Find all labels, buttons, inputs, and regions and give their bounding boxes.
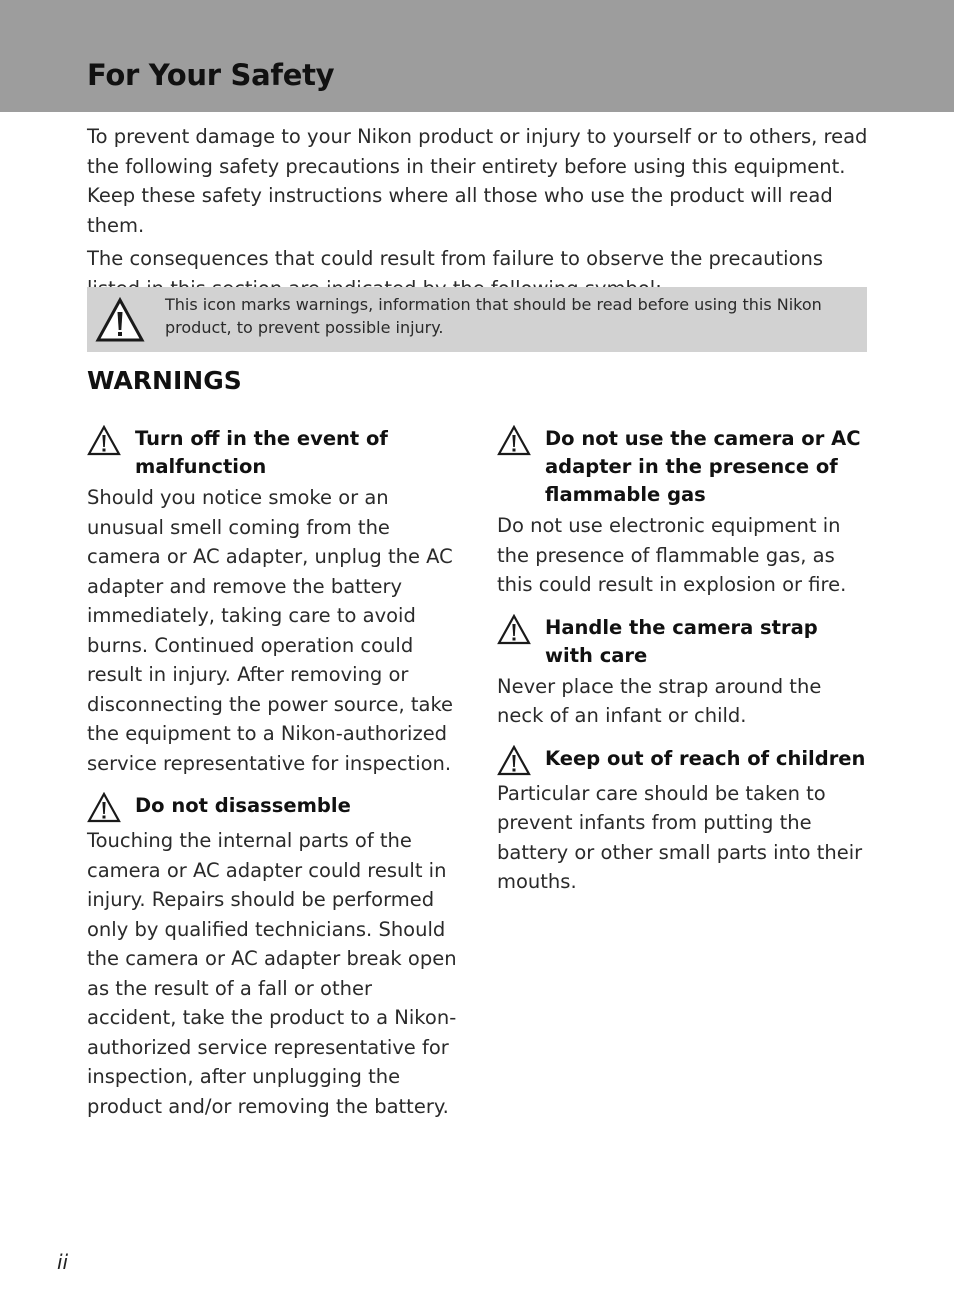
intro-text	[87, 122, 877, 307]
warning-item	[87, 792, 462, 1121]
warning-title: Keep out of reach of children	[545, 746, 866, 770]
intro-paragraph-2: The consequences that could result from failure to observe the precautions	[87, 247, 824, 270]
warning-heading	[87, 792, 462, 824]
section-heading-warnings: WARNINGS	[87, 366, 242, 395]
warning-body: Particular care should be taken to prevent infants from putting the battery or other small parts into their mouths.	[497, 781, 863, 893]
warning-triangle-icon	[497, 425, 531, 456]
warning-triangle-icon	[497, 614, 531, 645]
warning-heading	[497, 425, 872, 509]
warning-triangle-icon	[497, 745, 531, 776]
warning-body: Should you notice smoke or an unusual smell coming from the camera or AC adapter, unplug the AC adapter and remove the battery immediately, taking care to avoid burns. Continued operation could result in injury. After removing or disconnecting the power source, take the equipment to a Nikon-authorized service representative for inspection.	[87, 486, 454, 775]
header-band	[0, 0, 954, 112]
warning-legend-box	[87, 287, 867, 352]
warning-item	[497, 614, 872, 731]
warning-body: Never place the strap around the neck of an infant or child.	[497, 674, 822, 727]
page-title: For Your Safety	[87, 58, 335, 92]
warnings-column-left	[87, 425, 462, 1135]
warning-legend-text: This icon marks warnings, information that should be read before using this Nikon product, to prevent possible injury.	[165, 295, 822, 337]
warning-heading	[497, 745, 872, 777]
warning-title: Turn off in the event of malfunction	[135, 427, 388, 478]
warning-body: Do not use electronic equipment in the presence of flammable gas, as this could result in explosion or fire.	[497, 514, 847, 596]
warning-heading	[87, 425, 462, 481]
warning-triangle-icon	[87, 792, 121, 823]
warning-title: Handle the camera strap with care	[545, 615, 818, 667]
warning-triangle-icon	[87, 425, 121, 456]
warning-title: Do not disassemble	[135, 794, 351, 817]
page-number: ii	[57, 1250, 69, 1274]
warning-item	[497, 425, 872, 600]
intro-paragraph-1: To prevent damage to your Nikon product or injury to yourself or to others, read the following safety precautions in their entirety before using this equipment. Keep these safety instructions where all those who use the product will read them.	[87, 125, 868, 237]
warning-body: Touching the internal parts of the camera or AC adapter could result in injury. Repairs should be performed only by qualified technicians. Should the camera or AC adapter break open as the result of a fall or other accident, take the product to a Nikon-authorized service representative for inspection, after unplugging the product and/or removing the battery.	[87, 829, 457, 1118]
warning-item	[497, 745, 872, 897]
warnings-column-right	[497, 425, 872, 911]
warning-title: Do not use the camera or AC adapter in the presence of flammable gas	[545, 427, 861, 506]
warning-heading	[497, 614, 872, 670]
warning-triangle-icon	[95, 297, 145, 343]
warning-item	[87, 425, 462, 778]
